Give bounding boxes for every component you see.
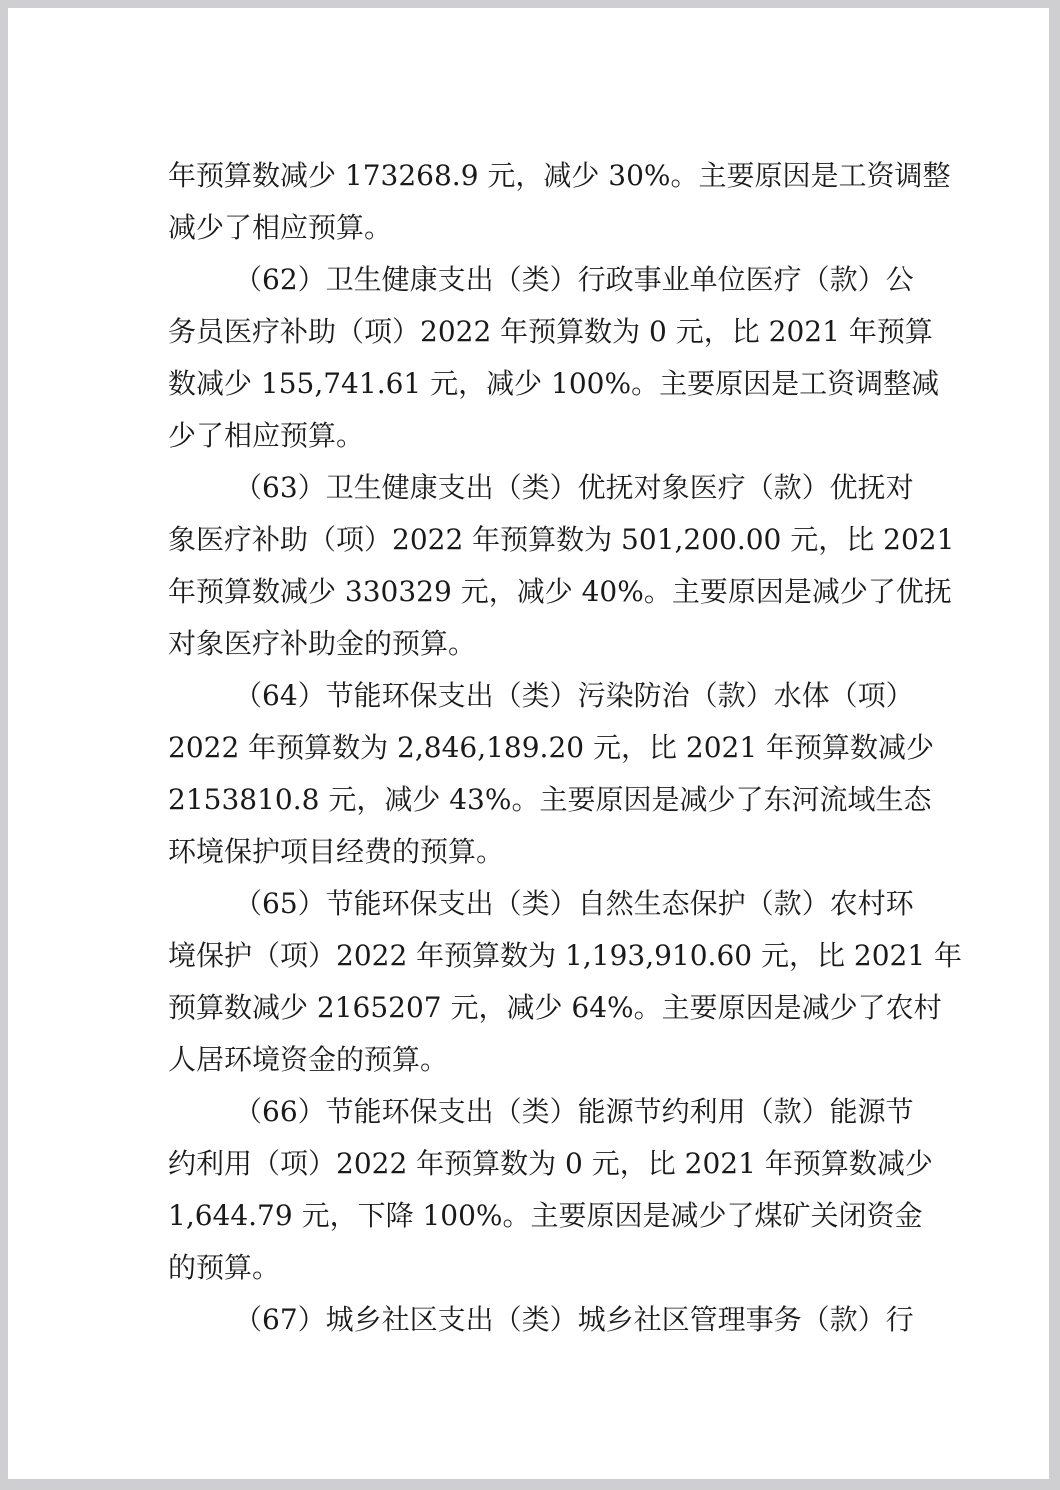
text-line: 的预算。 [168,1251,281,1284]
text-line: 约利用（项）2022 年预算数为 0 元，比 2021 年预算数减少 [168,1147,933,1180]
paragraph-start-65: （65）节能环保支出（类）自然生态保护（款）农村环 [234,887,914,920]
text-line: 减少了相应预算。 [168,211,393,244]
text-line: 境保护（项）2022 年预算数为 1,193,910.60 元，比 2021 年 [168,939,963,972]
text-line: 环境保护项目经费的预算。 [168,835,505,868]
text-line: 务员医疗补助（项）2022 年预算数为 0 元，比 2021 年预算 [168,315,933,348]
text-line: 年预算数减少 330329 元，减少 40%。主要原因是减少了优抚 [168,575,952,608]
paragraph-start-66: （66）节能环保支出（类）能源节约利用（款）能源节 [234,1095,914,1128]
text-line: 1,644.79 元，下降 100%。主要原因是减少了煤矿关闭资金 [168,1199,923,1232]
paragraph-start-62: （62）卫生健康支出（类）行政事业单位医疗（款）公 [234,263,914,296]
text-line: 象医疗补助（项）2022 年预算数为 501,200.00 元，比 2021 [168,523,955,556]
document-page [8,8,1049,1479]
text-line: 2153810.8 元，减少 43%。主要原因是减少了东河流域生态 [168,783,932,816]
text-line: 年预算数减少 173268.9 元，减少 30%。主要原因是工资调整 [168,159,951,192]
paragraph-start-67: （67）城乡社区支出（类）城乡社区管理事务（款）行 [234,1303,914,1336]
text-line: 对象医疗补助金的预算。 [168,627,477,660]
paragraph-start-63: （63）卫生健康支出（类）优抚对象医疗（款）优抚对 [234,471,914,504]
text-line: 2022 年预算数为 2,846,189.20 元，比 2021 年预算数减少 [168,731,935,764]
paragraph-start-64: （64）节能环保支出（类）污染防治（款）水体（项） [234,679,914,712]
text-line: 数减少 155,741.61 元，减少 100%。主要原因是工资调整减 [168,367,940,400]
text-line: 少了相应预算。 [168,419,365,452]
text-line: 人居环境资金的预算。 [168,1043,449,1076]
text-line: 预算数减少 2165207 元，减少 64%。主要原因是减少了农村 [168,991,942,1024]
